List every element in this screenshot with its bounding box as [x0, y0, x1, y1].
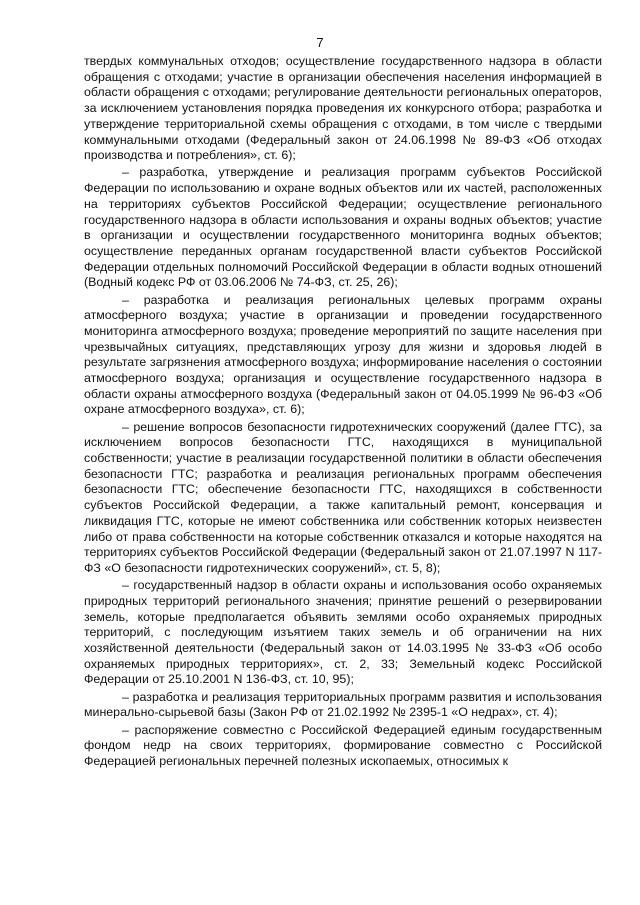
paragraph-protected-areas: – государственный надзор в области охраны и использования особо охраняемых природных территорий регионального значения; принятие решений о резервировании земель, которые предполагается объявить землями особо охраняемых природных территорий, с последующим изъятием таких земель и об ограничении на них хозяйственной деятельности (Федеральный закон от 14.03.1995 № 33-ФЗ «Об особо охраняемых природных территориях», ст. 2, 33; Земельный кодекс Российской Федерации от 25.10.2001 N 136-ФЗ, ст. 10, 95);: [84, 578, 602, 687]
paragraph-water-objects: – разработка, утверждение и реализация программ субъектов Российской Федерации по использованию и охране водных объектов или их частей, расположенных на территориях субъектов Российской Федерации; осуществление регионального государственного надзора в области использования и охраны водных объектов; участие в организации и осуществлении государственного мониторинга водных объектов; осуществление переданных органам государственной власти субъектов Российской Федерации отдельных полномочий Российской Федерации в области водных отношений (Водный кодекс РФ от 03.06.2006 № 74-ФЗ, ст. 25, 26);: [84, 165, 602, 290]
document-body: [84, 54, 602, 770]
paragraph-hydraulic-structures: – решение вопросов безопасности гидротехнических сооружений (далее ГТС), за исключением вопросов безопасности ГТС, находящихся в муниципальной собственности; участие в реализации государственной политики в области обеспечения безопасности ГТС; разработка и реализация региональных программ обеспечения безопасности ГТС; обеспечение безопасности ГТС, находящихся в собственности субъектов Российской Федерации, а также капитальный ремонт, консервация и ликвидация ГТС, которые не имеют собственника или собственник которых неизвестен либо от права собственности на которые собственник отказался и которые находятся на территориях субъектов Российской Федерации (Федеральный закон от 21.07.1997 N 117-ФЗ «О безопасности гидротехнических сооружений», ст. 5, 8);: [84, 419, 602, 575]
paragraph-mineral-resources: – разработка и реализация территориальных программ развития и использования минерально-сырьевой базы (Закон РФ от 21.02.1992 № 2395-1 «О недрах», ст. 4);: [84, 689, 602, 720]
paragraph-waste-continuation: твердых коммунальных отходов; осуществление государственного надзора в области обращения с отходами; участие в организации обеспечения населения информацией в области обращения с отходами; регулирование деятельности региональных операторов, за исключением установления порядка проведения их конкурсного отбора; разработка и утверждение территориальной схемы обращения с отходами, в том числе с твердыми коммунальными отходами (Федеральный закон от 24.06.1998 № 89-ФЗ «Об отходах производства и потребления», ст. 6);: [84, 54, 602, 163]
paragraph-subsoil-fund: – распоряжение совместно с Российской Федерацией единым государственным фондом недр на своих территориях, формирование совместно с Российской Федерацией региональных перечней полезных ископаемых, относимых к: [84, 722, 602, 768]
paragraph-atmospheric-air: – разработка и реализация региональных целевых программ охраны атмосферного воздуха; участие в организации и проведении государственного мониторинга атмосферного воздуха; проведение мероприятий по защите населения при чрезвычайных ситуациях, представляющих угрозу для жизни и здоровья людей в результате загрязнения атмосферного воздуха; информирование населения о состоянии атмосферного воздуха; организация и осуществление государственного надзора в области охраны атмосферного воздуха (Федеральный закон от 04.05.1999 № 96-ФЗ «Об охране атмосферного воздуха», ст. 6);: [84, 292, 602, 417]
page-number: 7: [316, 35, 324, 50]
